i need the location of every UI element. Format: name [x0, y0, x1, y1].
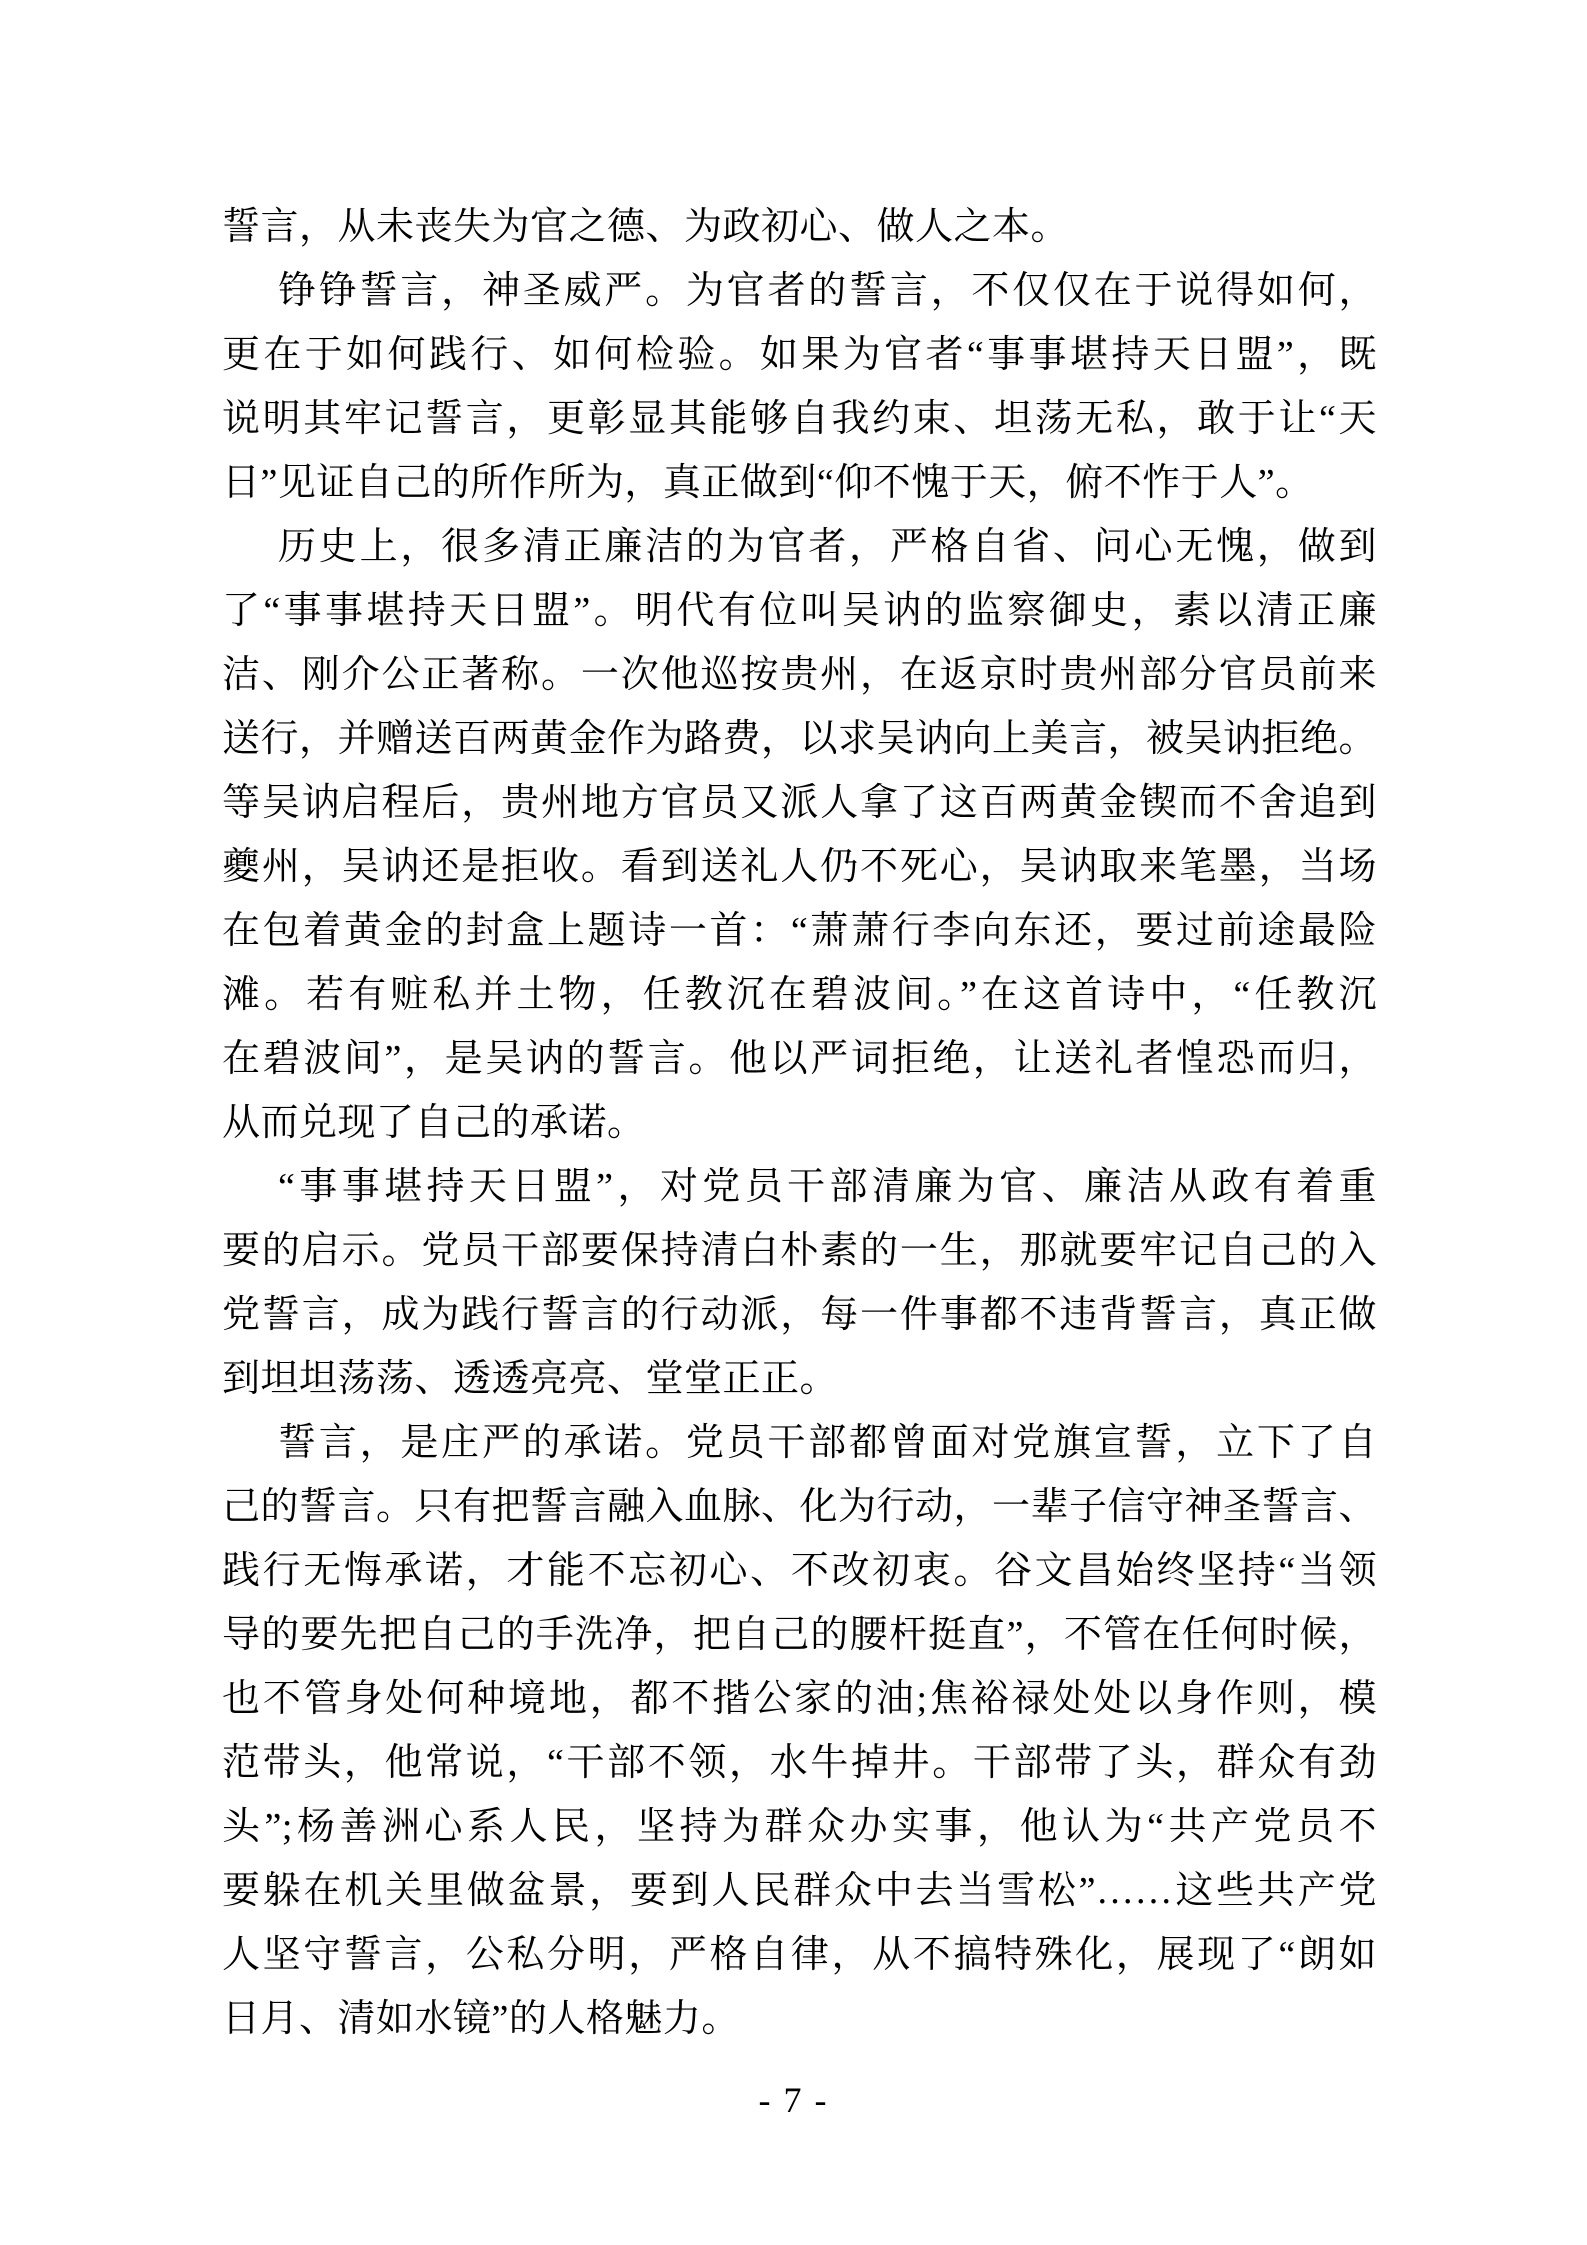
text-line: 在碧波间”，是吴讷的誓言。他以严词拒绝，让送礼者惶恐而归， [222, 1038, 1377, 1080]
text-line: 洁、刚介公正著称。一次他巡按贵州，在返京时贵州部分官员前来 [222, 654, 1377, 696]
text-line: 更在于如何践行、如何检验。如果为官者“事事堪持天日盟”，既 [222, 334, 1377, 376]
text-line: 到坦坦荡荡、透透亮亮、堂堂正正。 [222, 1358, 839, 1400]
text-line: 党誓言，成为践行誓言的行动派，每一件事都不违背誓言，真正做 [222, 1294, 1377, 1336]
text-line: 范带头，他常说，“干部不领，水牛掉井。干部带了头，群众有劲 [222, 1742, 1377, 1784]
text-line: “事事堪持天日盟”，对党员干部清廉为官、廉洁从政有着重 [278, 1166, 1377, 1208]
text-line: 说明其牢记誓言，更彰显其能够自我约束、坦荡无私，敢于让“天 [222, 398, 1377, 440]
text-line: 铮铮誓言，神圣威严。为官者的誓言，不仅仅在于说得如何， [278, 270, 1377, 312]
text-line: 在包着黄金的封盒上题诗一首：“萧萧行李向东还，要过前途最险 [222, 910, 1377, 952]
text-line: 头”;杨善洲心系人民，坚持为群众办实事，他认为“共产党员不 [222, 1806, 1377, 1848]
text-line: 送行，并赠送百两黄金作为路费，以求吴讷向上美言，被吴讷拒绝。 [222, 718, 1378, 760]
text-line: 誓言，是庄严的承诺。党员干部都曾面对党旗宣誓，立下了自 [278, 1422, 1377, 1464]
text-line: 了“事事堪持天日盟”。明代有位叫吴讷的监察御史，素以清正廉 [222, 590, 1377, 632]
text-line: 要的启示。党员干部要保持清白朴素的一生，那就要牢记自己的入 [222, 1230, 1377, 1272]
text-line: 日”见证自己的所作所为，真正做到“仰不愧于天，俯不怍于人”。 [222, 462, 1314, 504]
text-line: 导的要先把自己的手洗净，把自己的腰杆挺直”，不管在任何时候， [222, 1614, 1377, 1656]
text-line: 践行无悔承诺，才能不忘初心、不改初衷。谷文昌始终坚持“当领 [222, 1550, 1377, 1592]
text-line: 己的誓言。只有把誓言融入血脉、化为行动，一辈子信守神圣誓言、 [222, 1486, 1378, 1528]
text-line: 从而兑现了自己的承诺。 [222, 1102, 646, 1144]
text-line: 人坚守誓言，公私分明，严格自律，从不搞特殊化，展现了“朗如 [222, 1934, 1377, 1976]
text-line: 历史上，很多清正廉洁的为官者，严格自省、问心无愧，做到 [278, 526, 1377, 568]
text-line: 等吴讷启程后，贵州地方官员又派人拿了这百两黄金锲而不舍追到 [222, 782, 1377, 824]
text-line: 也不管身处何种境地，都不揩公家的油;焦裕禄处处以身作则，模 [222, 1678, 1377, 1720]
text-line: 日月、清如水镜”的人格魅力。 [222, 1998, 740, 2040]
page-number: - 7 - [758, 2080, 829, 2120]
text-line: 要躲在机关里做盆景，要到人民群众中去当雪松”……这些共产党 [222, 1870, 1377, 1912]
text-line: 誓言，从未丧失为官之德、为政初心、做人之本。 [222, 206, 1070, 248]
text-line: 滩。若有赃私并土物，任教沉在碧波间。”在这首诗中，“任教沉 [222, 974, 1377, 1016]
body-text [222, 195, 1377, 2051]
text-line: 夔州，吴讷还是拒收。看到送礼人仍不死心，吴讷取来笔墨，当场 [222, 846, 1377, 888]
